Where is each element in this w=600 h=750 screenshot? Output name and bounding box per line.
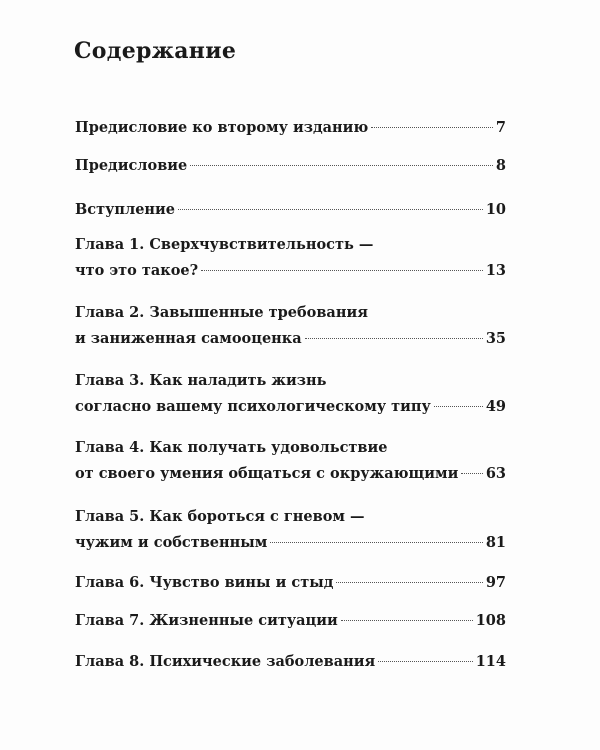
- entry-title: Как наладить жизнь: [149, 372, 327, 389]
- dot-leader: [190, 165, 493, 166]
- dot-leader: [371, 127, 493, 128]
- chapter-number: Глава 5.: [75, 508, 145, 525]
- entry-title: чужим и собственным: [75, 534, 268, 551]
- chapter-number: Глава 6.: [75, 574, 145, 591]
- toc-entry[interactable]: [75, 504, 506, 556]
- dot-leader: [178, 209, 483, 210]
- dot-leader: [461, 473, 482, 474]
- entry-title: Завышенные требования: [149, 304, 368, 321]
- toc-entry-line: [75, 258, 506, 284]
- entry-title: Сверхчувствительность —: [149, 236, 374, 253]
- entry-title: Как получать удовольствие: [149, 439, 388, 456]
- chapter-number: Глава 4.: [75, 439, 145, 456]
- entry-title: что это такое?: [75, 262, 199, 279]
- toc-entry[interactable]: [75, 608, 506, 634]
- toc-entry-line: [75, 368, 506, 394]
- entry-title: Чувство вины и стыд: [149, 574, 334, 591]
- toc-entry-line: [75, 232, 506, 258]
- toc-entry-line: [75, 115, 506, 141]
- page-title: Содержание: [74, 38, 237, 64]
- chapter-number: Глава 2.: [75, 304, 145, 321]
- toc-entry-line: [75, 504, 506, 530]
- page-number: 97: [485, 574, 506, 591]
- toc-entry-line: [75, 649, 506, 675]
- page-number: 49: [485, 398, 506, 415]
- entry-title: от своего умения общаться с окружающими: [75, 465, 459, 482]
- page-number: 108: [475, 612, 506, 629]
- entry-title: Предисловие ко второму изданию: [75, 119, 369, 136]
- toc-entry-line: [75, 570, 506, 596]
- entry-title: Вступление: [75, 201, 176, 218]
- toc-entry-line: [75, 197, 506, 223]
- dot-leader: [270, 542, 482, 543]
- toc-entry-line: [75, 608, 506, 634]
- dot-leader: [341, 620, 473, 621]
- chapter-number: Глава 8.: [75, 653, 145, 670]
- page-number: 35: [485, 330, 506, 347]
- entry-title: Психические заболевания: [149, 653, 376, 670]
- page-number: 13: [485, 262, 506, 279]
- toc-entry[interactable]: [75, 115, 506, 141]
- toc-entry[interactable]: [75, 368, 506, 420]
- dot-leader: [305, 338, 483, 339]
- page-number: 81: [485, 534, 506, 551]
- toc-entry-line: [75, 394, 506, 420]
- page-number: 63: [485, 465, 506, 482]
- toc-entry[interactable]: [75, 197, 506, 223]
- toc-entry[interactable]: [75, 649, 506, 675]
- chapter-number: Глава 3.: [75, 372, 145, 389]
- toc-entry[interactable]: [75, 435, 506, 487]
- entry-title: Как бороться с гневом —: [149, 508, 365, 525]
- chapter-number: Глава 7.: [75, 612, 145, 629]
- toc-entry[interactable]: [75, 232, 506, 284]
- entry-title: согласно вашему психологическому типу: [75, 398, 431, 415]
- chapter-number: Глава 1.: [75, 236, 145, 253]
- page-number: 114: [475, 653, 506, 670]
- toc-entry-line: [75, 530, 506, 556]
- dot-leader: [336, 582, 482, 583]
- page-number: 10: [485, 201, 506, 218]
- dot-leader: [378, 661, 473, 662]
- dot-leader: [434, 406, 483, 407]
- toc-entry-line: [75, 435, 506, 461]
- toc-entry[interactable]: [75, 153, 506, 179]
- toc-entry[interactable]: [75, 300, 506, 352]
- toc-entry[interactable]: [75, 570, 506, 596]
- toc-entry-line: [75, 300, 506, 326]
- toc-entry-line: [75, 326, 506, 352]
- toc-entry-line: [75, 153, 506, 179]
- page-number: 8: [495, 157, 506, 174]
- dot-leader: [201, 270, 483, 271]
- entry-title: и заниженная самооценка: [75, 330, 302, 347]
- page-number: 7: [495, 119, 506, 136]
- entry-title: Жизненные ситуации: [149, 612, 338, 629]
- entry-title: Предисловие: [75, 157, 188, 174]
- toc-entry-line: [75, 461, 506, 487]
